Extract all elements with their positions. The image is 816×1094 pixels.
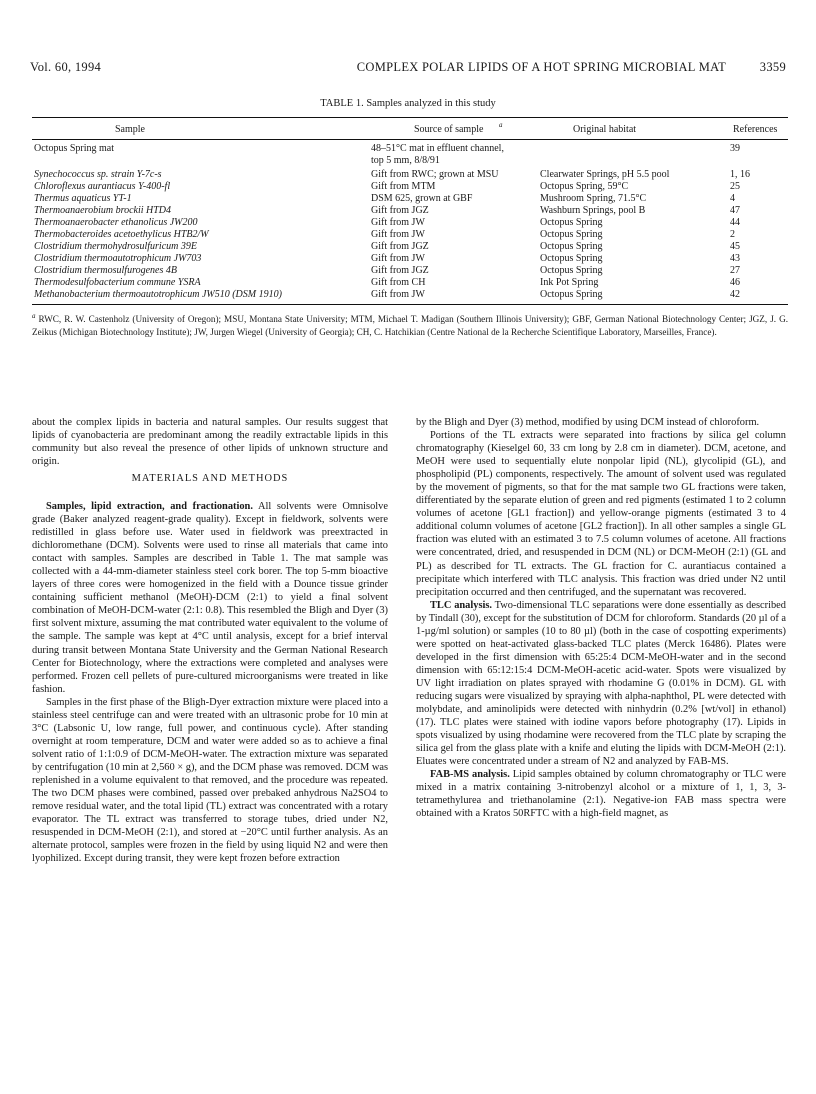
cell-source: Gift from JGZ: [371, 241, 429, 252]
left-column-body: [32, 500, 388, 865]
table-row: [32, 229, 788, 241]
table-caption: TABLE 1. Samples analyzed in this study: [320, 98, 496, 109]
table-bottom-rule: [32, 304, 788, 305]
intro-paragraph: about the complex lipids in bacteria and natural samples. Our results suggest that lipids of cyanobacteria are predominant among the readily extractable lipids in this community but also reveal the presence of other lipids of unknown structure and origin.: [32, 417, 388, 468]
table-row: [32, 181, 788, 193]
paragraph: [416, 768, 786, 820]
table-row: [32, 253, 788, 265]
table-row: [32, 205, 788, 217]
paragraph: [32, 500, 388, 696]
cell-habitat: Octopus Spring: [540, 289, 603, 300]
cell-habitat: Octopus Spring: [540, 217, 603, 228]
cell-habitat: Octopus Spring: [540, 241, 603, 252]
cell-ref: 43: [730, 253, 740, 264]
cell-source-cont: top 5 mm, 8/8/91: [371, 155, 440, 166]
runin-heading: FAB-MS analysis.: [430, 769, 510, 781]
cell-source: DSM 625, grown at GBF: [371, 193, 473, 204]
cell-sample: Thermoanaerobacter ethanolicus JW200: [34, 217, 198, 228]
cell-sample: Octopus Spring mat: [34, 143, 114, 154]
runin-heading: Samples, lipid extraction, and fractionation.: [46, 501, 253, 512]
paragraph-text: Lipid samples obtained by column chromatography or TLC were mixed in a matrix containing 3-nitrobenzyl alcohol or a mixture of 1, 1, 3, 3-tetramethylurea and triethanolamine (2:1). Negative-ion FAB mass spectra were obtained with a Kratos 50RFTC with a high-field magnet, as: [416, 769, 786, 820]
cell-ref: 46: [730, 277, 740, 288]
cell-source: 48–51°C mat in effluent channel,: [371, 143, 504, 154]
cell-ref: 4: [730, 193, 735, 204]
cell-source: Gift from JW: [371, 289, 425, 300]
cell-habitat: Octopus Spring: [540, 253, 603, 264]
col-header-sample: Sample: [115, 124, 145, 135]
cell-habitat: Clearwater Springs, pH 5.5 pool: [540, 169, 670, 180]
left-column: [32, 416, 388, 468]
cell-ref: 25: [730, 181, 740, 192]
table-row: [32, 143, 788, 155]
cell-sample: Thermus aquaticus YT-1: [34, 193, 132, 204]
cell-sample: Synechococcus sp. strain Y-7c-s: [34, 169, 162, 180]
cell-ref: 27: [730, 265, 740, 276]
table-row: [32, 289, 788, 301]
cell-habitat: Octopus Spring: [540, 265, 603, 276]
paragraph: Samples in the first phase of the Bligh-Dyer extraction mixture were placed into a stainless steel centrifuge can and were treated with an ultrasonic probe for 10 min at 3°C (Labsonic U, low range, full power, and continuous cycle). After standing overnight at room temperature, DCM and water were added so as to achieve a final solvent ratio of 1:1:0.9 of DCM-MeOH-water. The extraction mixture was separated by centrifugation (10 min at 2,560 × g), and the DCM phase was removed. DCM was replenished in a volume equivalent to that removed, and the procedure was repeated. The two DCM phases were combined, passed over prebaked anhydrous Na2SO4 to remove residual water, and the total lipid (TL) extract was concentrated with a rotary evaporator. The TL extract was transferred to storage tubes, dried under N2, resuspended in DCM-MeOH (2:1), and stored at −20°C until further analysis. As an alternate protocol, samples were frozen in the field by using liquid N2 and were then lyophilized. Except during transit, they were kept frozen before extraction: [32, 696, 388, 865]
cell-sample: Clostridium thermoautotrophicum JW703: [34, 253, 202, 264]
cell-sample: Chloroflexus aurantiacus Y-400-fl: [34, 181, 171, 192]
cell-ref: 1, 16: [730, 169, 750, 180]
cell-source: Gift from MTM: [371, 181, 436, 192]
cell-ref: 39: [730, 143, 740, 154]
cell-sample: Thermodesulfobacterium commune YSRA: [34, 277, 201, 288]
cell-habitat: Ink Pot Spring: [540, 277, 599, 288]
running-title: COMPLEX POLAR LIPIDS OF A HOT SPRING MICROBIAL MAT: [356, 60, 726, 74]
runin-heading: TLC analysis.: [430, 599, 493, 611]
cell-habitat: Washburn Springs, pool B: [540, 205, 646, 216]
col-header-habitat: Original habitat: [573, 124, 637, 135]
cell-source: Gift from JW: [371, 217, 425, 228]
cell-sample: Thermobacteroides acetoethylicus HTB2/W: [34, 229, 209, 240]
footnote-text: RWC, R. W. Castenholz (University of Oregon); MSU, Montana State University; MTM, Michael T. Madigan (Southern Illinois University); GBF, German National Biotechnology Center; JGZ, J. G. Zeikus (Michigan Biotechnology Institute); JW, Jurgen Wiegel (University of Georgia); CH, C. Hatchikian (Centre National de la Recherche Scientifique Laboratory, Marseilles, France).: [32, 314, 789, 338]
paragraph-text: All solvents were Omnisolve grade (Baker analyzed reagent-grade quality). Except in fieldwork, solvents were redistilled in glass before use. Water used in fieldwork was preextracted in dichloromethane (DCM). Solvents were used to rinse all materials that came into contact with samples. Samples are described in Table 1. The mat sample was collected with a 44-mm-diameter stainless steel cork borer. The top 5-mm bioactive layers of three cores were homogenized in the field with a Dounce tissue grinder containing sufficient methanol (MeOH)-DCM (2:1) to yield a final solvent combination of MeOH-DCM-water (2:1: 0.8). This resembled the Bligh and Dyer (3) first solvent mixture, assuming the mat contributed water equivalent to the volume of the sample. The sample was kept at 4°C until analysis, except for a brief interval during transit between Montana State University and the German National Research Center for Biotechnology, where the extractions were completed and analyses were performed. Frozen cell pellets of pure-cultured microorganisms were treated in like fashion.: [32, 501, 388, 695]
cell-source: Gift from JGZ: [371, 205, 429, 216]
cell-habitat: Mushroom Spring, 71.5°C: [540, 193, 647, 204]
cell-sample: Methanobacterium thermoautotrophicum JW510 (DSM 1910): [34, 289, 282, 300]
table-row: [32, 241, 788, 253]
table-row: [32, 217, 788, 229]
table-top-rule: [32, 117, 788, 118]
cell-habitat: Octopus Spring, 59°C: [540, 181, 629, 192]
cell-sample: Clostridium thermohydrosulfuricum 39E: [34, 241, 197, 252]
cell-ref: 44: [730, 217, 740, 228]
running-header: [30, 60, 786, 78]
table-header-rule: [32, 139, 788, 140]
paragraph: Portions of the TL extracts were separated into fractions by silica gel column chromatography (Kieselgel 60, 33 cm long by 2.8 cm in diameter). DCM, acetone, and MeOH were used to sequentially elute nonpolar lipid (NL), glycolipid (GL), and phospholipid (PL) components, respectively. The amount of solvent used was regulated by the movement of pigments, so that for the mat sample two GL fractions were taken, differentiated by the separate elution of green and red pigments (estimated 1 to 2 column volumes of acetone [GL1 fraction]) and yellow-orange pigments (estimated 3 to 4 additional column volumes of acetone [GL2 fraction]). In all other samples a single GL fraction was eluted with an estimated 3 to 7.5 column volumes of acetone. All fractions were concentrated, dried, and resuspended in DCM (NL) or DCM-MeOH (2:1) (GL and PL) as described for TL extracts. The GL fraction for C. aurantiacus contained a precipitate which interfered with TLC analysis. This fraction was dried under N2 until precipitation occurred and then centrifuged, and the supernatant was recovered.: [416, 430, 786, 598]
paragraph-text: Two-dimensional TLC separations were done essentially as described by Tindall (30), except for the substitution of DCM for chloroform. Standards (20 µl of a 1-µg/ml solution) or samples (10 to 80 µl) (both in the case of cospotting experiments) were spotted on heat-activated glass-backed TLC plates (Merck 16486). Plates were developed in the first dimension with 65:25:4 DCM-MeOH-water and in the second dimension with 65:12:15:4 DCM-MeOH-acetic acid-water. Spots were visualized by UV light irradiation on plates sprayed with rhodamine G (0.01% in DCM). GL with reducing sugars were visualized by spraying with alpha-naphthol, PL were detected with molybdate, and aminolipids were detected with ninhydrin (0.2% [wt/vol] in ethanol) (17). TLC plates were stained with iodine vapors before photography (17). Lipids in spots visualized by using rhodamine were recovered from the TLC plate by scraping the silica gel from the glass plate with a knife and eluting the lipids with DCM-MeOH (2:1). Eluates were concentrated under a stream of N2 and analyzed by FAB-MS.: [416, 599, 786, 768]
cell-habitat: Octopus Spring: [540, 229, 603, 240]
cell-source: Gift from CH: [371, 277, 426, 288]
table-row: [32, 265, 788, 277]
right-column: [416, 416, 786, 820]
cell-source: Gift from RWC; grown at MSU: [371, 169, 499, 180]
table-row: [32, 277, 788, 289]
table-row-cont: [32, 155, 788, 167]
section-heading: MATERIALS AND METHODS: [131, 473, 289, 484]
paragraph: by the Bligh and Dyer (3) method, modified by using DCM instead of chloroform.: [416, 417, 760, 428]
volume-label: Vol. 60, 1994: [30, 60, 102, 74]
cell-ref: 2: [730, 229, 735, 240]
cell-sample: Thermoanaerobium brockii HTD4: [34, 205, 172, 216]
cell-sample: Clostridium thermosulfurogenes 4B: [34, 265, 177, 276]
paragraph: [416, 599, 786, 769]
table-row: [32, 169, 788, 181]
cell-source: Gift from JGZ: [371, 265, 429, 276]
table-row: [32, 193, 788, 205]
cell-ref: 47: [730, 205, 740, 216]
cell-source: Gift from JW: [371, 253, 425, 264]
page-number: 3359: [759, 60, 786, 74]
table-footnote: $^a$ RWC, R. W. Castenholz (University of Oregon); MSU, Montana State University; MTM, Michael T. Madigan (Southern Illinois University); GBF, German National Biotechnology Center; JGZ, J. G. Zeikus (Michigan Biotechnology Institute); JW, Jurgen Wiegel (University of Georgia); CH, C. Hatchikian (Centre National de la Recherche Scientifique Laboratory, Marseilles, France).: [32, 312, 789, 338]
cell-source: Gift from JW: [371, 229, 425, 240]
cell-ref: 45: [730, 241, 740, 252]
cell-ref: 42: [730, 289, 740, 300]
col-header-references: References: [733, 124, 778, 135]
col-header-source: Source of sample: [414, 124, 484, 135]
